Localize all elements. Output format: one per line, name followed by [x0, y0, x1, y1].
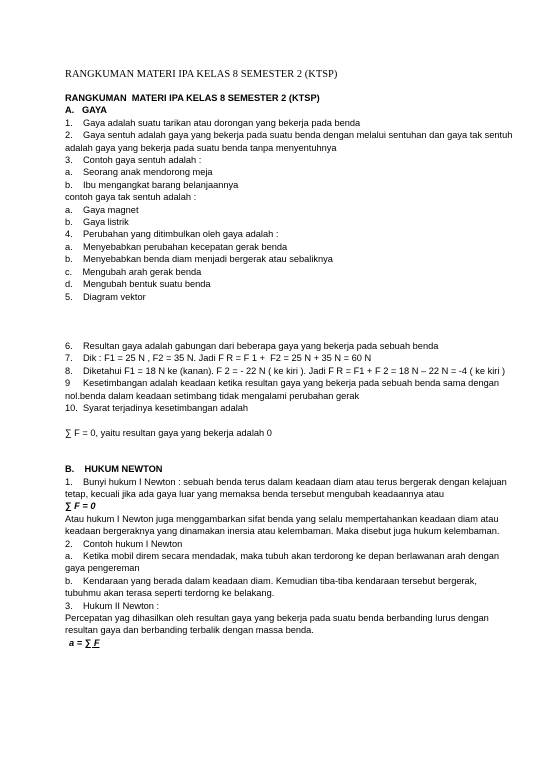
newton-2-formula [65, 637, 515, 649]
section-a-line: 8. Diketahui F1 = 18 N ke (kanan). F 2 = - 22 N ( ke kiri ). Jadi F R = F1 + F 2 = 18 N – 22 N = -4 ( ke kiri ) [65, 365, 506, 376]
equilibrium-formula: ∑ F = 0, yaitu resultan gaya yang bekerja adalah 0 [65, 427, 272, 438]
section-b-line: a. Ketika mobil direm secara mendadak, maka tubuh akan terdorong ke depan berlawanan arah dengan gaya pengereman [65, 550, 502, 574]
section-a-line: 1. Gaya adalah suatu tarikan atau dorongan yang bekerja pada benda [65, 117, 361, 128]
formula-sum: ∑ F [84, 637, 100, 648]
section-a-line: 2. Gaya sentuh adalah gaya yang bekerja pada suatu benda dengan melalui sentuhan dan gaya tak sentuh adalah gaya yang bekerja pada suatu benda tanpa menyentuhnya [65, 130, 515, 153]
section-a-line: 10. Syarat terjadinya kesetimbangan adalah [65, 402, 249, 413]
diagram-space [65, 303, 515, 340]
newton-1-formula: ∑ F = 0 [65, 501, 96, 512]
section-b-line: 2. Contoh hukum I Newton [65, 538, 183, 549]
main-heading: RANGKUMAN MATERI IPA KELAS 8 SEMESTER 2 (KTSP) [65, 93, 320, 103]
section-a-line: a. Menyebabkan perubahan kecepatan gerak benda [65, 241, 288, 252]
section-a-line: 3. Contoh gaya sentuh adalah : [65, 155, 202, 166]
section-a-line: d. Mengubah bentuk suatu benda [65, 279, 211, 290]
section-a-line: a. Gaya magnet [65, 204, 139, 215]
document-body [65, 92, 515, 649]
document-title: RANGKUMAN MATERI IPA KELAS 8 SEMESTER 2 (KTSP) [65, 69, 338, 80]
section-a-line: a. Seorang anak mendorong meja [65, 167, 213, 178]
section-a-line: 5. Diagram vektor [65, 291, 146, 302]
section-b-line: 3. Hukum II Newton : [65, 600, 160, 611]
section-b-line: Percepatan yag dihasilkan oleh resultan gaya yang bekerja pada suatu benda berbanding lurus dengan resultan gaya dan berbanding terbalik dengan massa benda. [65, 613, 492, 636]
section-a-line: b. Menyebabkan benda diam menjadi bergerak atau sebaliknya [65, 254, 333, 265]
formula-prefix: a = [69, 637, 85, 648]
section-b-line: 1. Bunyi hukum I Newton : sebuah benda terus dalam keadaan diam atau terus bergerak dengan kelajuan tetap, kecuali jika ada gaya luar yang memaksa benda tersebut mengubah keadaannya atau [65, 476, 510, 499]
section-a-line: 7. Dik : F1 = 25 N , F2 = 35 N. Jadi F R = F 1 + F2 = 25 N + 35 N = 60 N [65, 353, 372, 364]
section-a-title: A. GAYA [65, 105, 107, 116]
section-b-title: B. HUKUM NEWTON [65, 464, 163, 475]
section-a-line: 9 Kesetimbangan adalah keadaan ketika resultan gaya yang bekerja pada sebuah benda sama dengan nol.benda dalam keadaan setimbang tidak mengalami perubahan gerak [65, 378, 502, 401]
section-a-line: b. Ibu mengangkat barang belanjaannya [65, 179, 239, 190]
section-a-line: b. Gaya listrik [65, 217, 129, 228]
spacer [65, 414, 515, 426]
section-b-line: b. Kendaraan yang berada dalam keadaan diam. Kemudian tiba-tiba kendaraan tersebut bergerak, tubuhmu akan terasa seperti terdorng ke belakang. [65, 575, 480, 599]
section-b-line: Atau hukum I Newton juga menggambarkan sifat benda yang selalu mempertahankan keadaan diam atau keadaan bergeraknya yang dinamakan inersia atau kelembaman. Maka disebut juga hukum kelembaman. [65, 513, 502, 537]
section-a-line: 4. Perubahan yang ditimbulkan oleh gaya adalah : [65, 229, 279, 240]
section-a-line: contoh gaya tak sentuh adalah : [65, 192, 197, 203]
section-a-line: c. Mengubah arah gerak benda [65, 266, 202, 277]
section-a-line: 6. Resultan gaya adalah gabungan dari beberapa gaya yang bekerja pada sebuah benda [65, 340, 439, 351]
spacer [65, 439, 515, 463]
